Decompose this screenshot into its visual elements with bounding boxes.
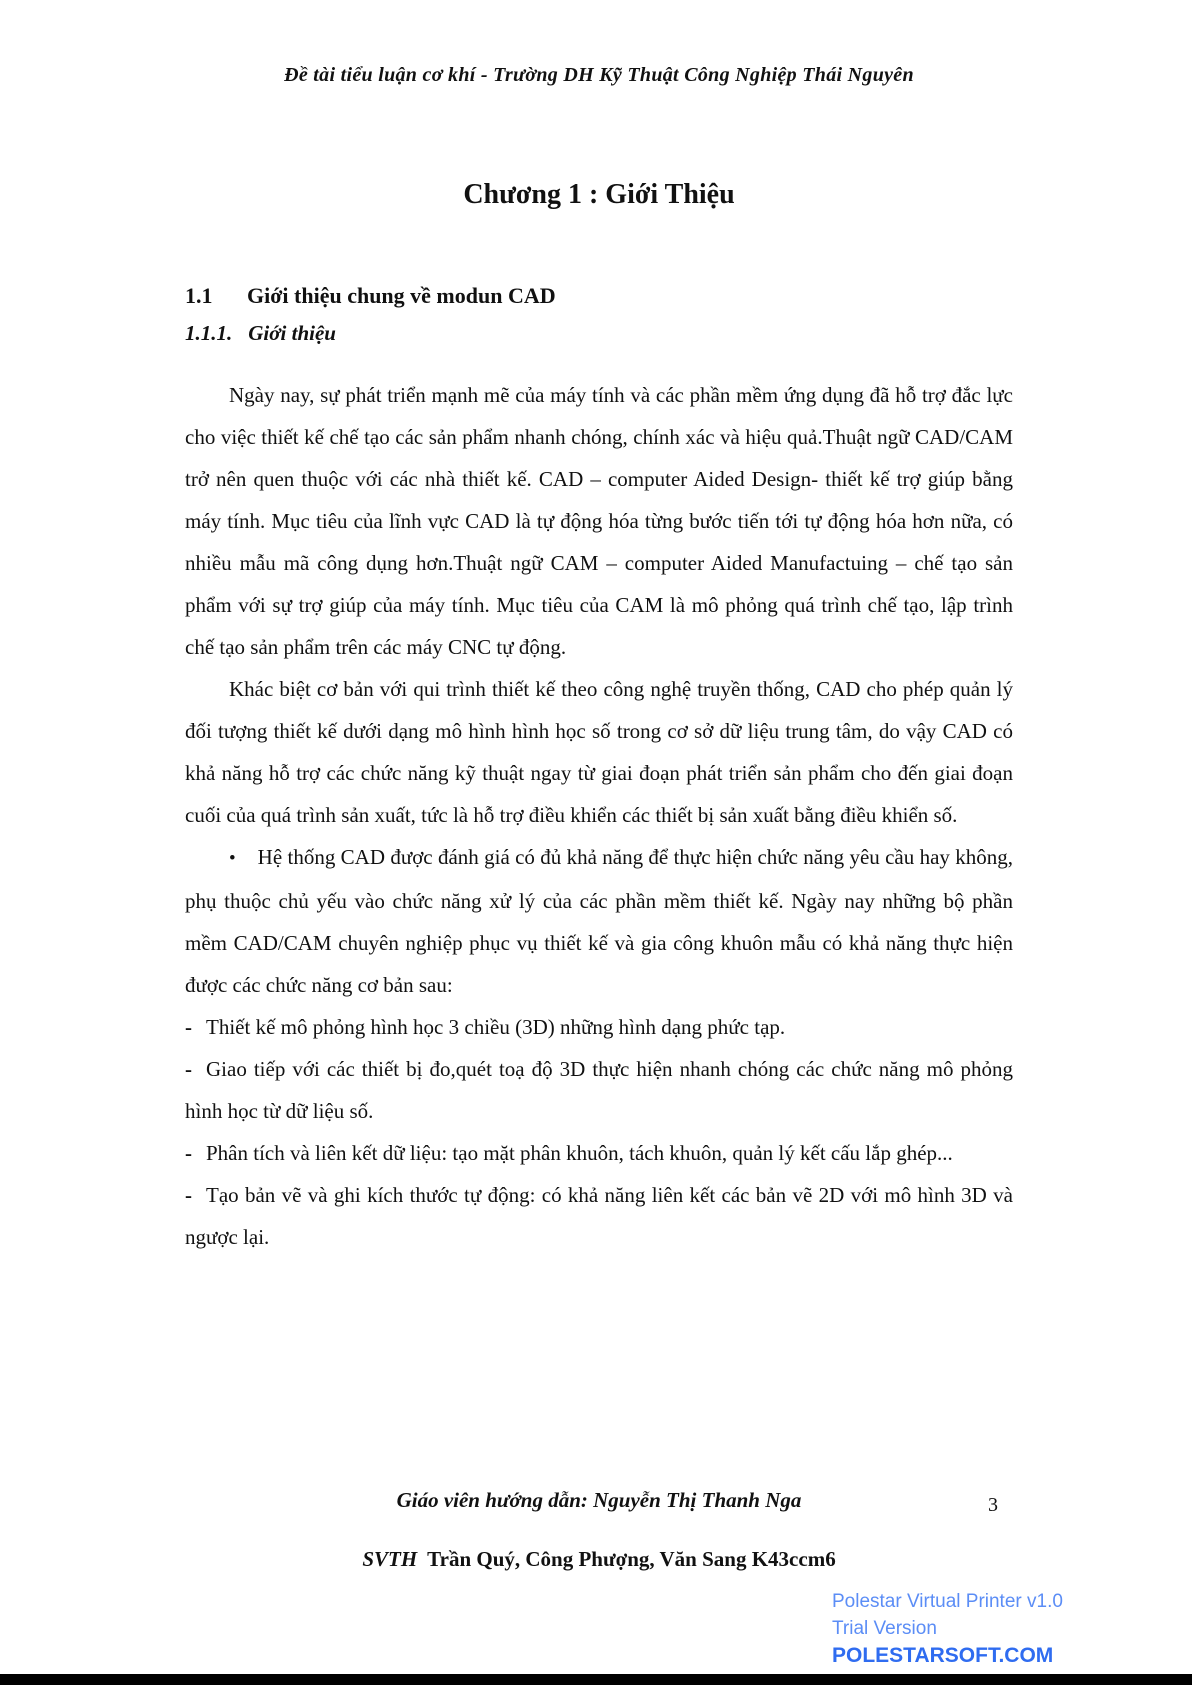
body-text xyxy=(185,374,1013,1258)
paragraph-1: Ngày nay, sự phát triển mạnh mẽ của máy tính và các phần mềm ứng dụng đã hỗ trợ đắc lực cho việc thiết kế chế tạo các sản phẩm nhanh chóng, chính xác và hiệu quả.Thuật ngữ CAD/CAM trở nên quen thuộc với các nhà thiết kế. CAD – computer Aided Design- thiết kế trợ giúp bằng máy tính. Mục tiêu của lĩnh vực CAD là tự động hóa từng bước tiến tới tự động hóa hơn nữa, có nhiều mẫu mã công dụng hơn.Thuật ngữ CAM – computer Aided Manufactuing – chế tạo sản phẩm với sự trợ giúp của máy tính. Mục tiêu của CAM là mô phỏng quá trình chế tạo, lập trình chế tạo sản phẩm trên các máy CNC tự động. xyxy=(185,383,1013,659)
bullet-text: Hệ thống CAD được đánh giá có đủ khả năng để thực hiện chức năng yêu cầu hay không, phụ thuộc chủ yếu vào chức năng xử lý của các phần mềm thiết kế. Ngày nay những bộ phần mềm CAD/CAM chuyên nghiệp phục vụ thiết kế và gia công khuôn mẫu có khả năng thực hiện được các chức năng cơ bản sau: xyxy=(185,845,1013,997)
watermark-line-2: Trial Version xyxy=(832,1618,937,1639)
watermark-site-link[interactable]: POLESTARSOFT.COM xyxy=(832,1644,1054,1667)
subsection-label: Giới thiệu xyxy=(248,321,336,345)
section-heading xyxy=(185,283,1013,309)
list-item-text: Thiết kế mô phỏng hình học 3 chiều (3D) những hình dạng phức tạp. xyxy=(206,1015,786,1039)
dash-icon: - xyxy=(185,1183,192,1207)
chapter-title: Chương 1 : Giới Thiệu xyxy=(463,179,735,210)
dash-icon: - xyxy=(185,1057,192,1081)
paragraph-2: Khác biệt cơ bản với qui trình thiết kế theo công nghệ truyền thống, CAD cho phép quản lý đối tượng thiết kế dưới dạng mô hình hình học số trong cơ sở dữ liệu trung tâm, do vậy CAD có khả năng hỗ trợ các chức năng kỹ thuật ngay từ giai đoạn phát triển sản phẩm cho đến giai đoạn cuối của quá trình sản xuất, tức là hỗ trợ điều khiển các thiết bị sản xuất bằng điều khiển số. xyxy=(185,677,1013,827)
subsection-number: 1.1.1. xyxy=(185,321,233,345)
students-names: Trần Quý, Công Phượng, Văn Sang K43ccm6 xyxy=(427,1547,836,1571)
dash-icon: - xyxy=(185,1141,192,1165)
page-content xyxy=(185,0,1013,1258)
section-number: 1.1 xyxy=(185,283,213,308)
page-footer xyxy=(185,1488,1013,1572)
printer-watermark xyxy=(832,1588,1063,1669)
list-item-text: Phân tích và liên kết dữ liệu: tạo mặt phân khuôn, tách khuôn, quản lý kết cấu lắp ghép... xyxy=(206,1141,953,1165)
students-line xyxy=(185,1547,1013,1572)
list-item-text: Tạo bản vẽ và ghi kích thước tự động: có khả năng liên kết các bản vẽ 2D với mô hình 3D và ngược lại. xyxy=(185,1183,1013,1249)
section-label: Giới thiệu chung về modun CAD xyxy=(247,283,556,308)
subsection-heading xyxy=(185,321,1013,346)
svth-label: SVTH xyxy=(362,1547,418,1571)
bullet-icon: • xyxy=(229,848,236,869)
watermark-line-1: Polestar Virtual Printer v1.0 xyxy=(832,1591,1063,1612)
list-item xyxy=(185,1174,1013,1258)
list-item xyxy=(185,1132,1013,1174)
list-item-text: Giao tiếp với các thiết bị đo,quét toạ độ 3D thực hiện nhanh chóng các chức năng mô phỏng hình học từ dữ liệu số. xyxy=(185,1057,1013,1123)
bottom-scan-edge xyxy=(0,1674,1192,1685)
dash-icon: - xyxy=(185,1015,192,1039)
list-item xyxy=(185,1048,1013,1132)
advisor-line: Giáo viên hướng dẫn: Nguyễn Thị Thanh Nga xyxy=(396,1488,802,1512)
bullet-paragraph xyxy=(185,836,1013,1006)
page-number: 3 xyxy=(988,1494,998,1516)
running-header: Đề tài tiểu luận cơ khí - Trường DH Kỹ Thuật Công Nghiệp Thái Nguyên xyxy=(284,64,914,86)
list-item xyxy=(185,1006,1013,1048)
